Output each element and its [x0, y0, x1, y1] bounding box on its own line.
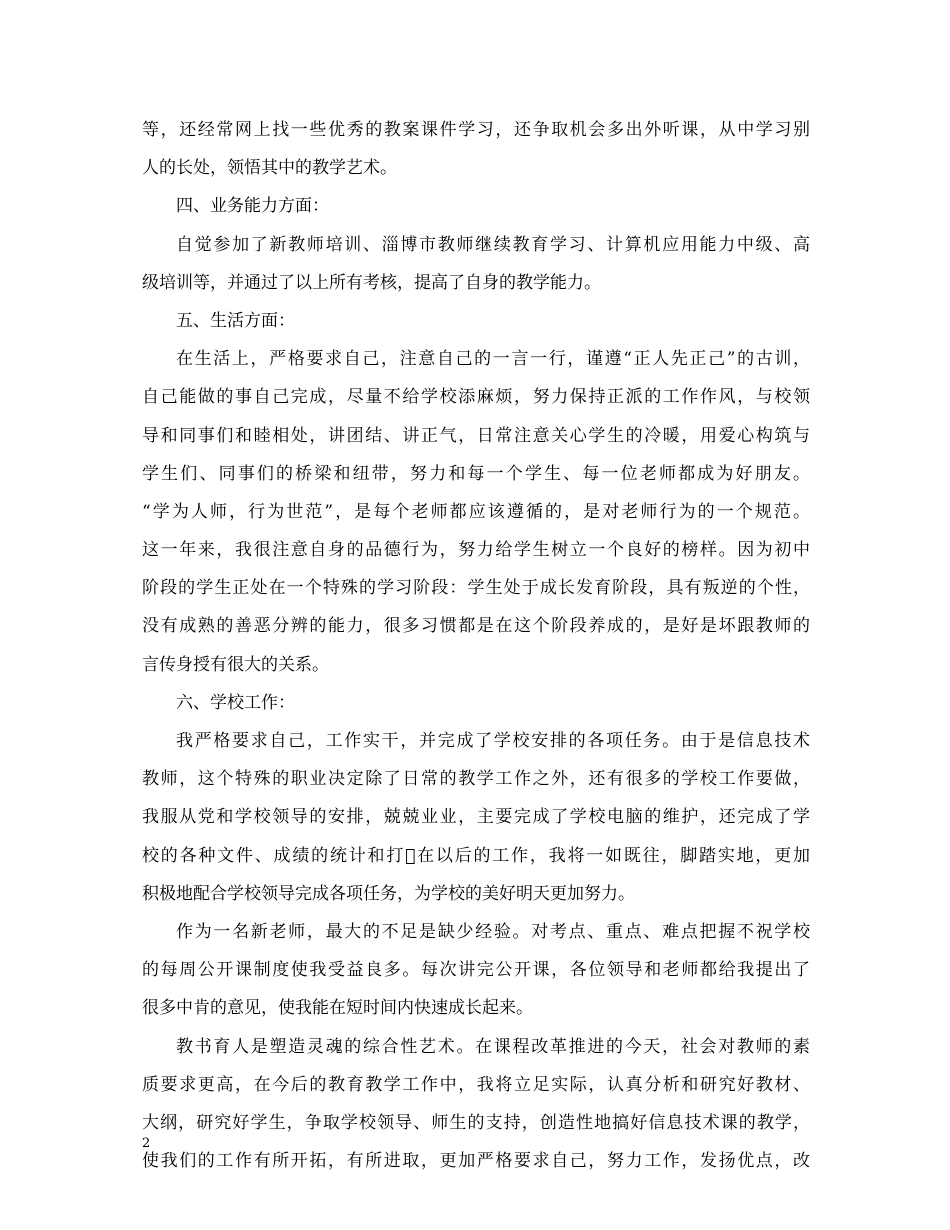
text-line: 使我们的工作有所开拓，有所进取，更加严格要求自己，努力工作，发扬优点，改 — [142, 1151, 810, 1172]
body-text — [142, 111, 810, 1180]
page-number: 2 — [142, 1136, 151, 1151]
text-line: 的每周公开课制度使我受益良多。每次讲完公开课，各位领导和老师都给我提出了 — [142, 960, 810, 981]
text-line: 学生们、同事们的桥梁和纽带，努力和每一个学生、每一位老师都成为好朋友。 — [142, 463, 810, 484]
text-line: 我服从党和学校领导的安排，兢兢业业，主要完成了学校电脑的维护，还完成了学 — [142, 807, 810, 828]
text-line: 大纲，研究好学生，争取学校领导、师生的支持，创造性地搞好信息技术课的教学， — [142, 1112, 810, 1133]
text-line: 质要求更高，在今后的教育教学工作中，我将立足实际，认真分析和研究好教材、 — [142, 1074, 810, 1095]
text-line: 导和同事们和睦相处，讲团结、讲正气，日常注意关心学生的冷暖，用爱心构筑与 — [142, 425, 810, 446]
text-line: 等，还经常网上找一些优秀的教案课件学习，还争取机会多出外听课，从中学习别 — [142, 120, 810, 140]
text-line: 自己能做的事自己完成，尽量不给学校添麻烦，努力保持正派的工作作风，与校领 — [142, 387, 810, 408]
text-line: 教书育人是塑造灵魂的综合性艺术。在课程改革推进的今天，社会对教师的素 — [176, 1036, 810, 1057]
text-line: 级培训等，并通过了以上所有考核，提高了自身的教学能力。 — [142, 272, 601, 293]
text-line: 我严格要求自己，工作实干，并完成了学校安排的各项任务。由于是信息技术 — [176, 731, 810, 751]
text-line: 阶段的学生正处在一个特殊的学习阶段：学生处于成长发育阶段，具有叛逆的个性， — [142, 578, 810, 599]
text-line: 言传身授有很大的关系。 — [142, 654, 329, 675]
text-line: 很多中肯的意见，使我能在短时间内快速成长起来。 — [142, 998, 533, 1019]
text-line: 没有成熟的善恶分辨的能力，很多习惯都是在这个阶段养成的，是好是坏跟教师的 — [142, 616, 810, 637]
section-heading: 四、业务能力方面： — [176, 196, 329, 217]
text-line: 人的长处，领悟其中的教学艺术。 — [142, 158, 397, 179]
section-heading: 六、学校工作： — [176, 692, 295, 713]
text-line: 作为一名新老师，最大的不足是缺少经验。对考点、重点、难点把握不祝学校 — [176, 921, 810, 942]
text-line: 积极地配合学校领导完成各项任务，为学校的美好明天更加努力。 — [142, 883, 635, 904]
text-line: 这一年来，我很注意自身的品德行为，努力给学生树立一个良好的榜样。因为初中 — [142, 540, 810, 561]
text-line: 校的各种文件、成绩的统计和打𢙢在以后的工作，我将一如既往，脚踏实地，更加 — [142, 845, 810, 866]
text-line: 在生活上，严格要求自己，注意自己的一言一行，谨遵“正人先正己”的古训， — [176, 349, 810, 370]
text-line: 教师，这个特殊的职业决定除了日常的教学工作之外，还有很多的学校工作要做， — [142, 769, 810, 790]
text-line: “学为人师，行为世范”，是每个老师都应该遵循的，是对老师行为的一个规范。 — [142, 501, 810, 522]
text-line: 自觉参加了新教师培训、淄博市教师继续教育学习、计算机应用能力中级、高 — [176, 234, 810, 255]
section-heading: 五、生活方面： — [176, 310, 295, 331]
